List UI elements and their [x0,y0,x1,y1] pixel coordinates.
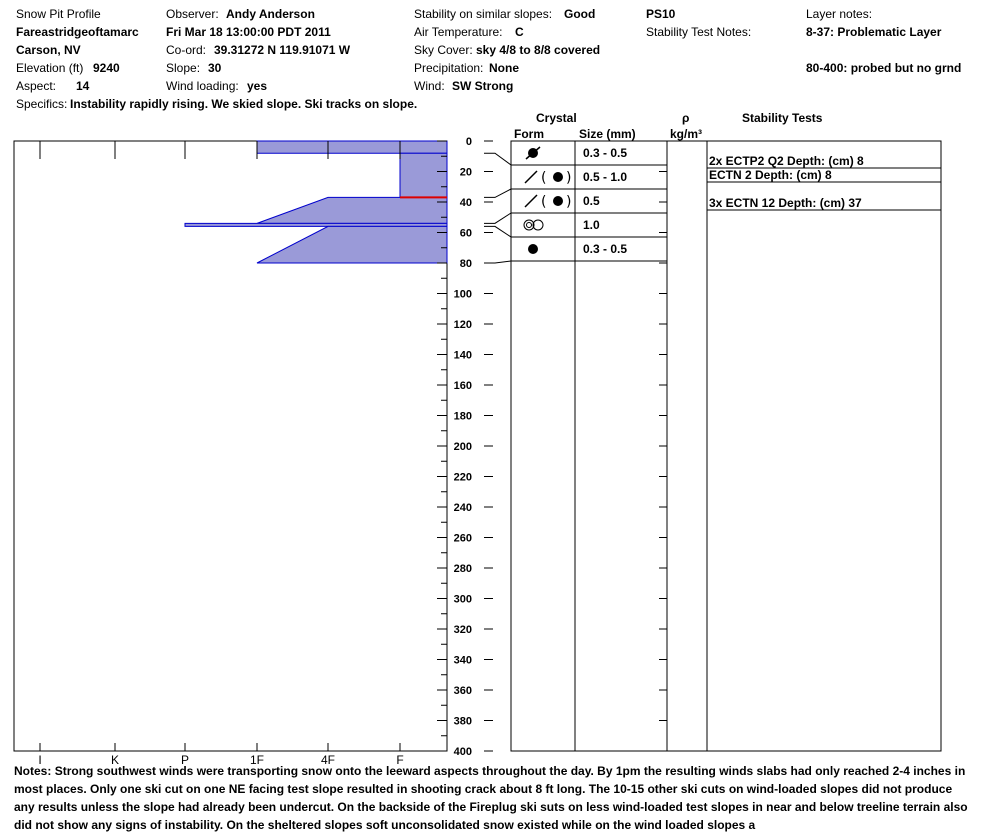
stability-test-1: ECTN 2 Depth: (cm) 8 [709,168,832,182]
rho-header: ρ [682,111,690,125]
coord-label: Co-ord: [166,43,207,57]
crystal-fragments-rounds-icon [525,170,571,186]
notes-text: Strong southwest winds were transporting snow onto the leeward aspects throughout the day. By 1pm the resulting winds slabs had only reached 2-4 inches in most places. Only one ski cut on one NE facing test slope resulted in shooting crack about 8 ft long. The 10-15 other ski cuts on wind-loaded slopes did not produce any results unless the slope had already been undercut. On the backside of the Fireplug ski suts on less wind-loaded test slopes in near and below treeline terrain also did not show any signs of instability. On the sheltered slopes soft unconsolidated snow existed while on the wind loaded slopes a [14,764,968,832]
stability-test-0: 2x ECTP2 Q2 Depth: (cm) 8 [709,154,864,168]
layer-connector-2 [484,213,511,223]
stability-test-2: 3x ECTN 12 Depth: (cm) 37 [709,196,862,210]
depth-label-280: 280 [453,563,472,575]
form-header: Form [514,127,544,141]
crystal-paren-open: ( [541,194,547,210]
crystal-rounds-icon [528,244,538,254]
depth-label-180: 180 [453,410,472,423]
depth-label-160: 160 [453,380,472,392]
depth-label-80: 80 [459,258,472,270]
depth-label-360: 360 [453,685,472,697]
depth-label-0: 0 [465,136,472,148]
crystal-ring-a-inner [527,223,532,228]
depth-label-300: 300 [453,593,472,606]
crystal-surface-hoar-icon [524,220,543,230]
sky-value: sky 4/8 to 8/8 covered [476,43,601,57]
layer-size-1: 0.5 - 1.0 [583,170,628,184]
depth-label-120: 120 [453,319,472,331]
crystal-header: Crystal [536,111,577,125]
hardness-label-K: K [110,753,120,767]
layer-connector-3 [484,226,511,237]
hardness-label-F: F [396,753,404,767]
layer-size-2: 0.5 [583,194,600,208]
layer-note-1: 8-37: Problematic Layer [806,25,942,39]
depth-label-200: 200 [453,441,472,453]
air-temp-label: Air Temperature: [414,25,503,39]
crystal-paren-close: ) [566,194,572,210]
depth-label-60: 60 [459,227,472,240]
location-name: Fareastridgeoftamarc [16,25,139,39]
crystal-paren-open: ( [541,170,547,186]
slope-value: 30 [208,61,222,75]
crystal-slash [525,171,537,183]
layer-notes-label: Layer notes: [806,7,873,21]
hardness-label-I: I [38,753,42,767]
region: Carson, NV [16,43,81,57]
crystal-slash [525,195,537,207]
datetime: Fri Mar 18 13:00:00 PDT 2011 [166,25,331,39]
depth-label-20: 20 [459,166,472,179]
hardness-layer-4 [257,226,447,263]
observer-value: Andy Anderson [226,7,315,21]
depth-label-220: 220 [453,471,472,484]
wind-loading-label: Wind loading: [166,79,239,93]
notes-label: Notes: [14,764,52,778]
stability-label: Stability on similar slopes: [414,7,553,21]
depth-label-380: 380 [453,715,472,728]
layer-connector-0 [484,153,511,165]
aspect-value: 14 [76,79,90,93]
depth-label-40: 40 [459,197,472,209]
crystal-dot [553,172,563,182]
depth-label-140: 140 [453,349,472,362]
hardness-layer-2 [257,197,447,223]
slope-label: Slope: [166,61,201,75]
test-rows [707,154,941,210]
observer-label: Observer: [166,7,219,21]
specifics-label: Specifics: [16,97,68,111]
layer-size-3: 1.0 [583,218,600,232]
wind-loading-value: yes [247,79,268,93]
specifics-value: Instability rapidly rising. We skied slope. Ski tracks on slope. [70,97,418,111]
depth-axis [437,136,667,758]
size-header: Size (mm) [579,127,636,141]
stability-tests-header: Stability Tests [742,111,823,125]
density-unit-header: kg/m³ [670,127,703,141]
depth-label-100: 100 [453,288,472,301]
hardness-layer-1 [400,153,447,197]
test-code: PS10 [646,7,676,21]
crystal-dot [528,244,538,254]
hardness-profile [185,141,447,263]
crystal-paren-close: ) [566,170,572,186]
crystal-rounded-faceted-icon [526,147,540,159]
layer-connector-4 [484,261,511,263]
elevation-label: Elevation (ft) [16,61,84,75]
wind-label: Wind: [414,79,445,93]
hardness-label-1F: 1F [249,753,265,767]
depth-label-320: 320 [453,624,472,636]
notes-block [14,762,974,834]
depth-label-340: 340 [453,654,472,667]
layer-size-0: 0.3 - 0.5 [583,146,628,160]
precip-value: None [489,61,519,75]
depth-label-240: 240 [453,502,472,514]
crystal-dot [553,196,563,206]
stability-value: Good [564,7,596,21]
wind-value: SW Strong [452,79,514,93]
hardness-label-P: P [180,753,190,767]
hardness-layer-0 [257,141,447,153]
layer-size-4: 0.3 - 0.5 [583,242,628,256]
sky-label: Sky Cover: [414,43,473,57]
layer-connector-1 [484,189,511,197]
aspect-label: Aspect: [16,79,57,93]
air-temp-value: C [515,25,524,39]
coord-value: 39.31272 N 119.91071 W [214,43,351,57]
page-title: Snow Pit Profile [16,7,101,21]
hardness-label-4F: 4F [320,753,336,767]
layer-note-2: 80-400: probed but no grnd [806,61,962,75]
depth-label-260: 260 [453,532,472,545]
depth-label-400: 400 [453,746,472,758]
precip-label: Precipitation: [414,61,484,75]
crystal-fragments-rounds-icon [525,194,571,210]
elevation-value: 9240 [93,61,120,75]
stability-notes-label: Stability Test Notes: [646,25,752,39]
